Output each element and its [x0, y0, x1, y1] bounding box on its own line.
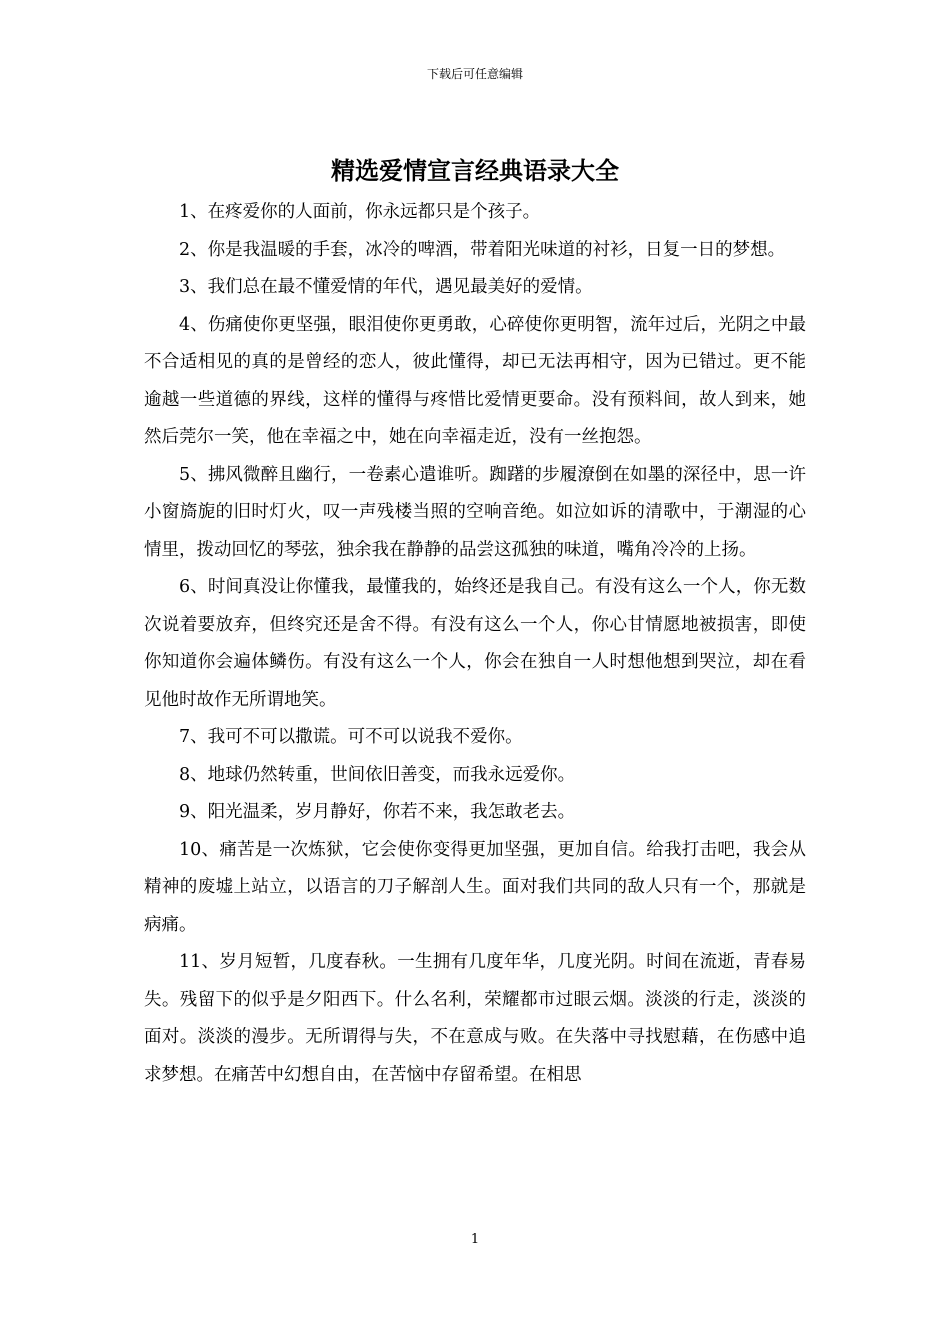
paragraph-5: 5、拂风微醉且幽行，一卷素心遣谁听。踟躇的步履潦倒在如墨的深径中，思一许小窗旖旎的旧时灯火，叹一声残楼当照的空响音绝。如泣如诉的清歌中，于潮湿的心情里，拨动回忆的琴弦，独余我在静静的品尝这孤独的味道，嘴角冷冷的上扬。 [144, 464, 806, 560]
paragraph-2: 2、你是我温暖的手套，冰冷的啤酒，带着阳光味道的衬衫，日复一日的梦想。 [179, 239, 786, 260]
paragraph-8: 8、地球仍然转重，世间依旧善变，而我永远爱你。 [179, 764, 576, 785]
page-number: 1 [470, 1232, 480, 1247]
paragraph-10: 10、痛苦是一次炼狱，它会使你变得更加坚强，更加自信。给我打击吧，我会从精神的废墟上站立，以语言的刀子解剖人生。面对我们共同的敌人只有一个，那就是病痛。 [144, 839, 806, 935]
document-body [144, 194, 806, 1094]
paragraph-9: 9、阳光温柔，岁月静好，你若不来，我怎敢老去。 [179, 802, 576, 822]
paragraph-4: 4、伤痛使你更坚强，眼泪使你更勇敢，心碎使你更明智，流年过后，光阴之中最不合适相见的真的是曾经的恋人，彼此懂得，却已无法再相守，因为已错过。更不能逾越一些道德的界线，这样的懂得与疼惜比爱情更要命。没有预料间，故人到来，她然后莞尔一笑，他在幸福之中，她在向幸福走近，没有一丝抱怨。 [144, 314, 806, 447]
document-title: 精选爱情宣言经典语录大全 [331, 156, 619, 185]
page-header-note: 下载后可任意编辑 [426, 67, 523, 81]
paragraph-3: 3、我们总在最不懂爱情的年代，遇见最美好的爱情。 [179, 277, 593, 297]
paragraph-6: 6、时间真没让你懂我，最懂我的，始终还是我自己。有没有这么一个人，你无数次说着要放弃，但终究还是舍不得。有没有这么一个人，你心甘情愿地被损害，即使你知道你会遍体鳞伤。有没有这么一个人，你会在独自一人时想他想到哭泣，却在看见他时故作无所谓地笑。 [144, 577, 806, 710]
paragraph-7: 7、我可不可以撒谎。可不可以说我不爱你。 [179, 727, 523, 747]
paragraph-1: 1、在疼爱你的人面前，你永远都只是个孩子。 [179, 202, 541, 222]
paragraph-11: 11、岁月短暂，几度春秋。一生拥有几度年华，几度光阴。时间在流逝，青春易失。残留下的似乎是夕阳西下。什么名利，荣耀都市过眼云烟。淡淡的行走，淡淡的面对。淡淡的漫步。无所谓得与失，不在意成与败。在失落中寻找慰藉，在伤感中追求梦想。在痛苦中幻想自由，在苦恼中存留希望。在相思 [144, 952, 806, 1085]
